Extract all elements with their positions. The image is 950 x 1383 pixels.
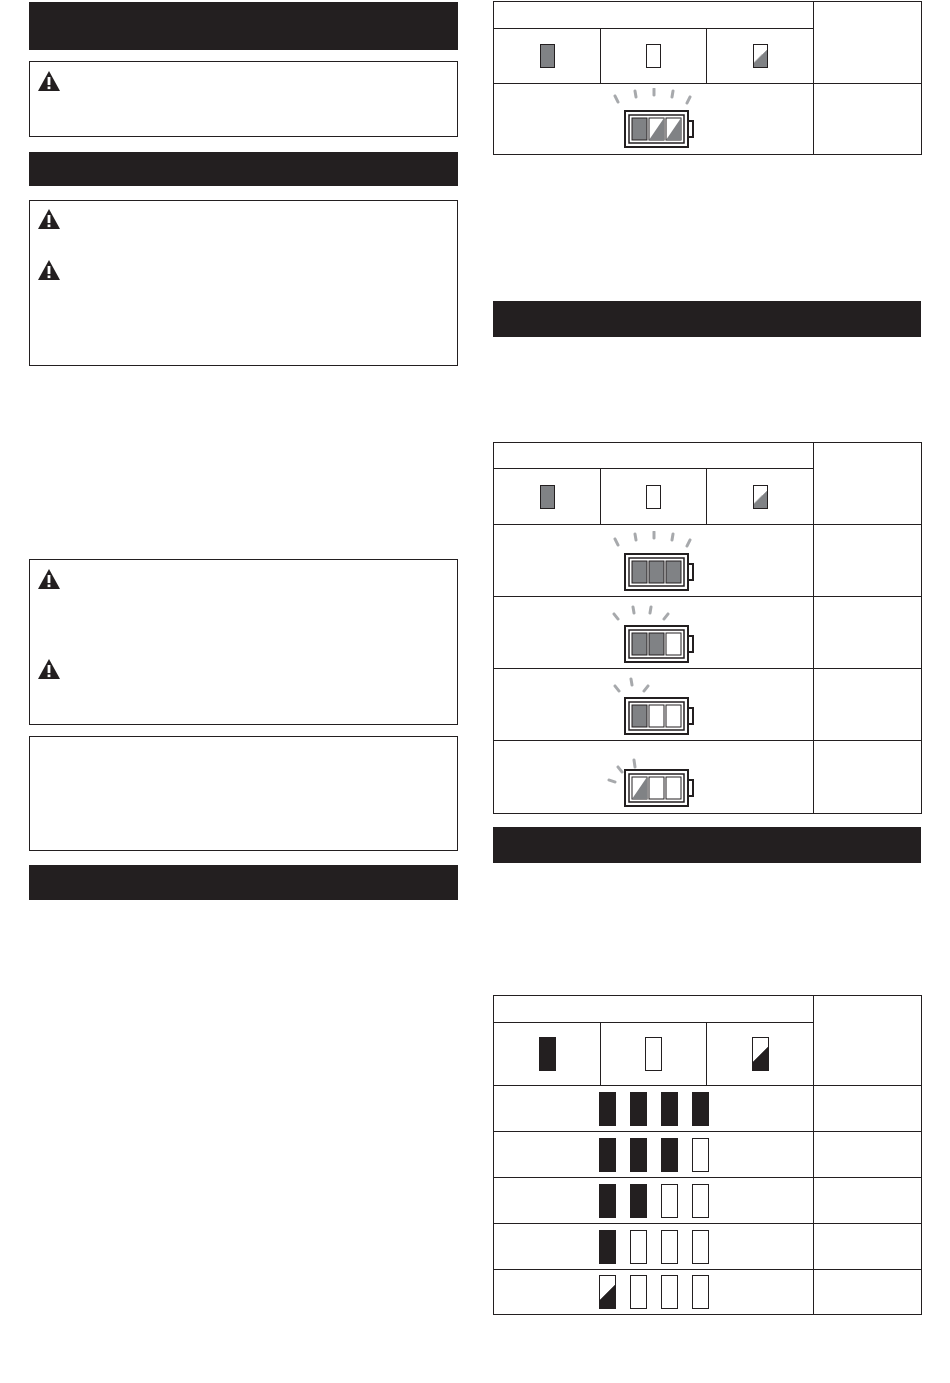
lamp-off-icon xyxy=(692,1138,709,1172)
battery-gauge-icon xyxy=(606,603,696,665)
lamp-on-icon xyxy=(540,44,555,68)
table-row xyxy=(494,1086,814,1132)
section-heading-bar xyxy=(493,301,921,337)
table-row xyxy=(494,525,814,597)
table-header-cell xyxy=(494,2,814,29)
table-row xyxy=(494,84,814,155)
warning-box xyxy=(29,61,458,137)
lamp-off-icon xyxy=(661,1230,678,1264)
table-row xyxy=(494,1178,814,1224)
lamp-blinking-icon xyxy=(753,485,768,509)
section-heading-bar xyxy=(29,2,458,50)
table-row xyxy=(494,597,814,669)
lamp-off-icon xyxy=(630,1275,647,1309)
section-heading-bar xyxy=(493,827,921,863)
warning-triangle-icon xyxy=(37,658,61,680)
table-row xyxy=(494,1224,814,1270)
section-heading-bar xyxy=(29,865,458,900)
lamp-on-icon xyxy=(599,1138,616,1172)
lamp-on-icon xyxy=(630,1092,647,1126)
legend-cell xyxy=(601,1023,707,1086)
lamp-blinking-icon xyxy=(599,1275,616,1309)
warning-box xyxy=(29,559,458,725)
table-cell xyxy=(814,597,922,669)
lamp-off-icon xyxy=(661,1184,678,1218)
lamp-on-icon xyxy=(661,1092,678,1126)
indicator-table xyxy=(493,1,922,155)
lamp-on-icon xyxy=(630,1184,647,1218)
lamp-off-icon xyxy=(630,1230,647,1264)
table-row xyxy=(494,741,814,814)
lamp-off-icon xyxy=(692,1275,709,1309)
battery-gauge-icon xyxy=(606,747,696,809)
section-heading-bar xyxy=(29,152,458,186)
lamp-off-icon xyxy=(692,1184,709,1218)
table-cell xyxy=(814,1270,922,1315)
table-cell xyxy=(814,669,922,741)
lamp-on-icon xyxy=(539,1037,556,1071)
lamp-off-icon xyxy=(692,1230,709,1264)
indicator-table xyxy=(493,995,922,1315)
table-header-cell xyxy=(494,996,814,1023)
note-box xyxy=(29,736,458,851)
lamp-blinking-icon xyxy=(753,44,768,68)
indicator-table xyxy=(493,442,922,814)
table-cell xyxy=(814,84,922,155)
legend-cell xyxy=(707,29,814,84)
lamp-off-icon xyxy=(645,1037,662,1071)
table-header-cell xyxy=(814,443,922,525)
table-row xyxy=(494,669,814,741)
battery-gauge-icon xyxy=(606,88,696,150)
lamp-on-icon xyxy=(599,1230,616,1264)
table-row xyxy=(494,1132,814,1178)
warning-triangle-icon xyxy=(37,259,61,281)
legend-cell xyxy=(601,469,707,525)
lamp-off-icon xyxy=(661,1275,678,1309)
lamp-on-icon xyxy=(540,485,555,509)
warning-triangle-icon xyxy=(37,568,61,590)
table-cell xyxy=(814,1178,922,1224)
lamp-off-icon xyxy=(646,485,661,509)
warning-box xyxy=(29,200,458,366)
legend-cell xyxy=(494,469,601,525)
battery-gauge-icon xyxy=(606,675,696,737)
table-header-cell xyxy=(814,996,922,1086)
lamp-on-icon xyxy=(630,1138,647,1172)
table-row xyxy=(494,1270,814,1315)
lamp-blinking-icon xyxy=(752,1037,769,1071)
lamp-on-icon xyxy=(599,1184,616,1218)
lamp-on-icon xyxy=(661,1138,678,1172)
battery-gauge-icon xyxy=(606,531,696,593)
table-header-cell xyxy=(494,443,814,469)
lamp-on-icon xyxy=(599,1092,616,1126)
table-cell xyxy=(814,1132,922,1178)
table-header-cell xyxy=(814,2,922,84)
table-cell xyxy=(814,1224,922,1270)
table-cell xyxy=(814,525,922,597)
warning-triangle-icon xyxy=(37,208,61,230)
lamp-on-icon xyxy=(692,1092,709,1126)
warning-triangle-icon xyxy=(37,70,61,92)
legend-cell xyxy=(494,29,601,84)
legend-cell xyxy=(707,1023,814,1086)
table-cell xyxy=(814,1086,922,1132)
table-cell xyxy=(814,741,922,814)
legend-cell xyxy=(601,29,707,84)
legend-cell xyxy=(494,1023,601,1086)
lamp-off-icon xyxy=(646,44,661,68)
legend-cell xyxy=(707,469,814,525)
